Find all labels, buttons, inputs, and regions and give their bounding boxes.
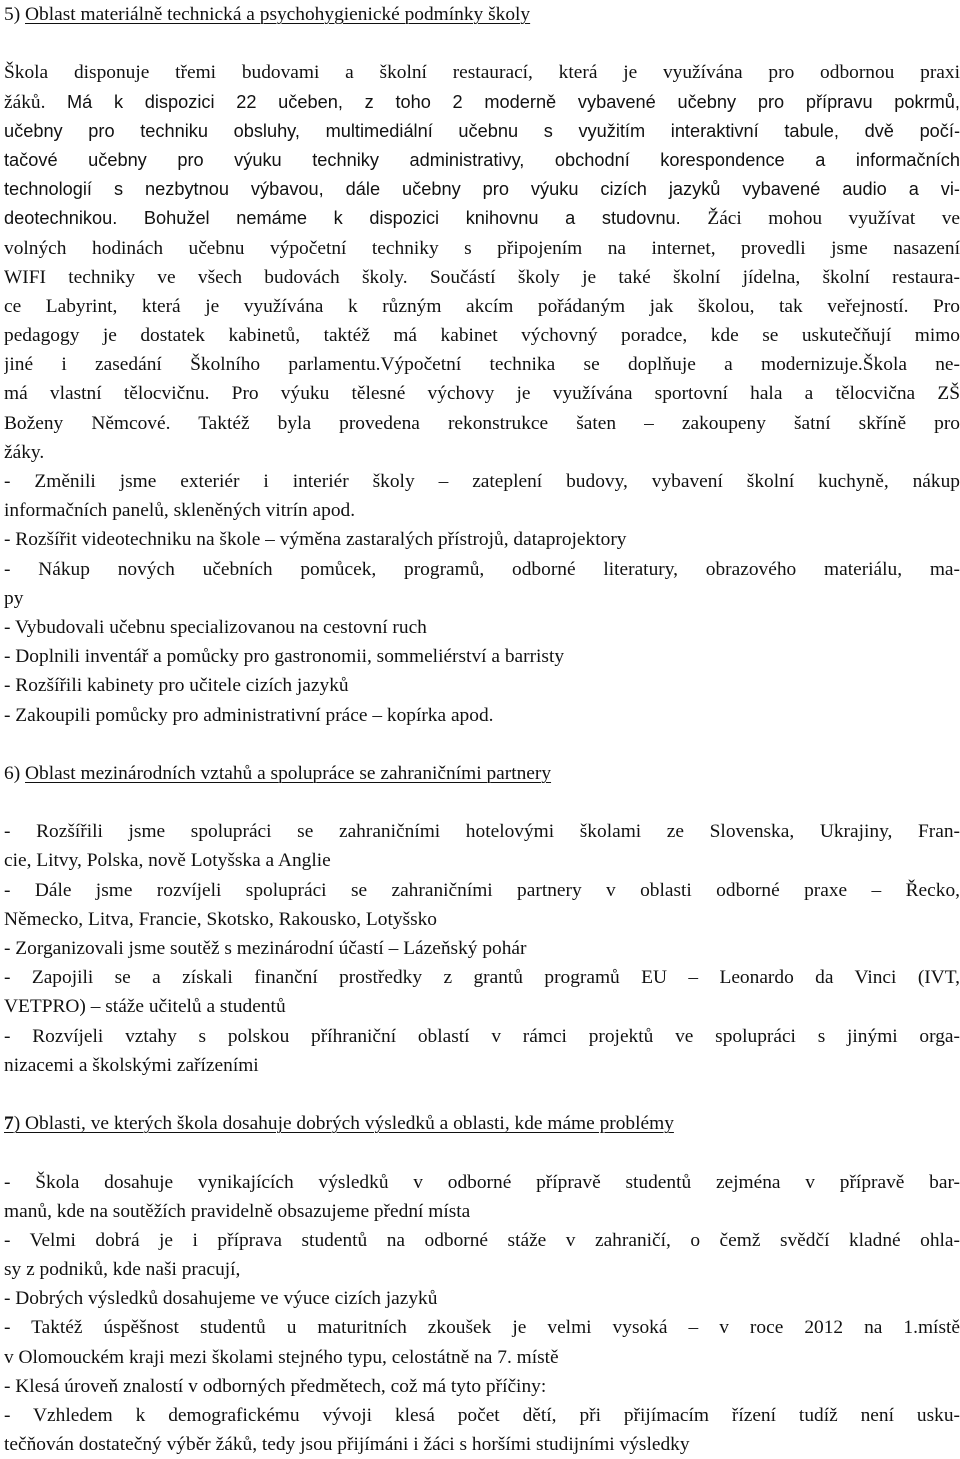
list-item: - Dále jsme rozvíjeli spolupráci se zahraničními partnery v oblasti odborné praxe – Řecko, (4, 879, 960, 901)
list-item-continuation: py (4, 587, 24, 609)
text-run: WIFI techniky ve všech budovách školy. (4, 266, 430, 288)
section-5-heading (4, 0, 960, 29)
section-5-paragraph-line: technologií s nezbytnou výbavou, dále učebny pro výuku cizích jazyků vybavené audio a vi- (4, 179, 960, 200)
section-5-number: 5) (4, 4, 26, 25)
list-item-continuation: VETPRO) – stáže učitelů a studentů (4, 996, 286, 1018)
list-item: - Doplnili inventář a pomůcky pro gastronomii, sommeliérství a barristy (4, 646, 565, 668)
section-5-paragraph-line: volných hodinách učebnu výpočetní techniky s připojením na internet, provedli jsme nasazení (4, 237, 960, 259)
list-item: - Zorganizovali jsme soutěž s mezinárodní účastí – Lázeňský pohár (4, 938, 527, 959)
section-5-paragraph-line: jiné i zasedání Školního parlamentu.Výpočetní technika se doplňuje a modernizuje.Škola ne- (4, 354, 960, 376)
list-item-continuation: cie, Litvy, Polska, nově Lotyšska a Anglie (4, 850, 331, 872)
section-5-paragraph-line: Škola disponuje třemi budovami a školní restaurací, která je využívána pro odbornou praxi (4, 62, 960, 84)
section-5-paragraph-line: pedagogy je dostatek kabinetů, taktéž má kabinet výchovný poradce, kde se uskutečňují mimo (4, 325, 960, 347)
list-item-continuation: nizacemi a školskými zařízeními (4, 1054, 259, 1076)
spacer (4, 29, 960, 58)
list-item: - Rozšířili jsme spolupráci se zahraničními hotelovými školami ze Slovenska, Ukrajiny, Fran- (4, 821, 960, 843)
spacer (4, 1138, 960, 1167)
list-item: - Vzhledem k demografickému vývoji klesá počet dětí, při přijímacím řízení tudíž není usku- (4, 1405, 960, 1426)
section-5-paragraph-line: žáky. (4, 441, 45, 463)
section-5-paragraph-line (4, 204, 960, 233)
list-item: - Dobrých výsledků dosahujeme ve výuce cizích jazyků (4, 1288, 438, 1310)
text-run: Má k dispozici 22 učeben, z toho 2 moderně vybavené učebny pro přípravu pokrmů, (66, 91, 960, 112)
list-item: - Zapojili se a získali finanční prostředky z grantů programů EU – Leonardo da Vinci (IVT, (4, 967, 960, 989)
section-6-number: 6) (4, 762, 26, 784)
list-item: - Rozšířit videotechniku na škole – výměna zastaralých přístrojů, dataprojektory (4, 529, 627, 551)
list-item: - Taktéž úspěšnost studentů u maturitních zkoušek je velmi vysoká – v roce 2012 na 1.místě (4, 1317, 960, 1339)
list-item: - Zakoupili pomůcky pro administrativní práce – kopírka apod. (4, 704, 494, 726)
list-item: - Změnili jsme exteriér i interiér školy – zateplení budovy, vybavení školní kuchyně, nákup (4, 471, 960, 492)
list-item-continuation: v Olomouckém kraji mezi školami stejného typu, celostátně na 7. místě (4, 1346, 559, 1368)
section-5-paragraph-line: Boženy Němcové. Taktéž byla provedena rekonstrukce šaten – zakoupeny šatní skříně pro (4, 412, 960, 434)
section-5-title: Oblast materiálně technická a psychohygienické podmínky školy (25, 4, 531, 25)
list-item: - Vybudovali učebnu specializovanou na cestovní ruch (4, 616, 427, 638)
list-item: - Klesá úroveň znalostí v odborných předmětech, což má tyto příčiny: (4, 1375, 547, 1397)
list-item-continuation: sy z podniků, kde naši pracují, (4, 1259, 241, 1281)
section-5-paragraph-line: učebny pro techniku obsluhy, multimediální učebnu s využitím interaktivní tabule, dvě počí- (4, 120, 960, 141)
spacer (4, 1080, 960, 1109)
section-5-paragraph-line (4, 88, 960, 117)
text-run: Žáci mohou využívat ve (707, 208, 960, 230)
section-7-number: 7 (4, 1113, 14, 1135)
text-run: Součástí školy je také školní jídelna, školní restaura- (429, 266, 960, 288)
text-run: deotechnikou. Bohužel nemáme k dispozici knihovnu a studovnu. (4, 208, 708, 229)
section-6-title: Oblast mezinárodních vztahů a spolupráce se zahraničními partnery (25, 762, 552, 784)
list-item: - Nákup nových učebních pomůcek, programů, odborné literatury, obrazového materiálu, ma- (4, 558, 960, 580)
text-run: žáků. (4, 91, 67, 113)
section-7-title: ) Oblasti, ve kterých škola dosahuje dobrých výsledků a oblasti, kde máme problémy (13, 1113, 674, 1135)
list-item-continuation: tečňován dostatečný výběr žáků, tedy jsou přijímáni i žáci s horšími studijními výsledky (4, 1434, 690, 1456)
section-6-heading (4, 759, 960, 788)
list-item-continuation: Německo, Litva, Francie, Skotsko, Rakousko, Lotyšsko (4, 908, 438, 930)
spacer (4, 788, 960, 817)
document-page (4, 0, 960, 1459)
section-5-paragraph-line: ce Labyrint, která je využívána k různým akcím pořádaným jak školou, tak veřejností. Pro (4, 295, 960, 317)
section-5-paragraph-line: tačové učebny pro výuku techniky administrativy, obchodní korespondence a informačních (4, 149, 960, 170)
section-7-heading (4, 1109, 960, 1138)
section-5-paragraph-line: má vlastní tělocvičnu. Pro výuku tělesné výchovy je využívána sportovní hala a tělocvična ZŠ (4, 383, 960, 405)
section-5-paragraph-line (4, 263, 960, 292)
list-item-continuation: manů, kde na soutěžích pravidelně obsazujeme přední místa (4, 1200, 471, 1222)
list-item-continuation: informačních panelů, skleněných vitrín apod. (4, 500, 356, 522)
list-item: - Škola dosahuje vynikajících výsledků v odborné přípravě studentů zejména v přípravě bar- (4, 1171, 960, 1193)
list-item: - Rozvíjeli vztahy s polskou příhraniční oblastí v rámci projektů ve spolupráci s jinými orga- (4, 1025, 960, 1047)
spacer (4, 730, 960, 759)
list-item: - Rozšířili kabinety pro učitele cizích jazyků (4, 675, 349, 697)
list-item: - Velmi dobrá je i příprava studentů na odborné stáže v zahraničí, o čemž svědčí kladné ohla- (4, 1229, 960, 1251)
